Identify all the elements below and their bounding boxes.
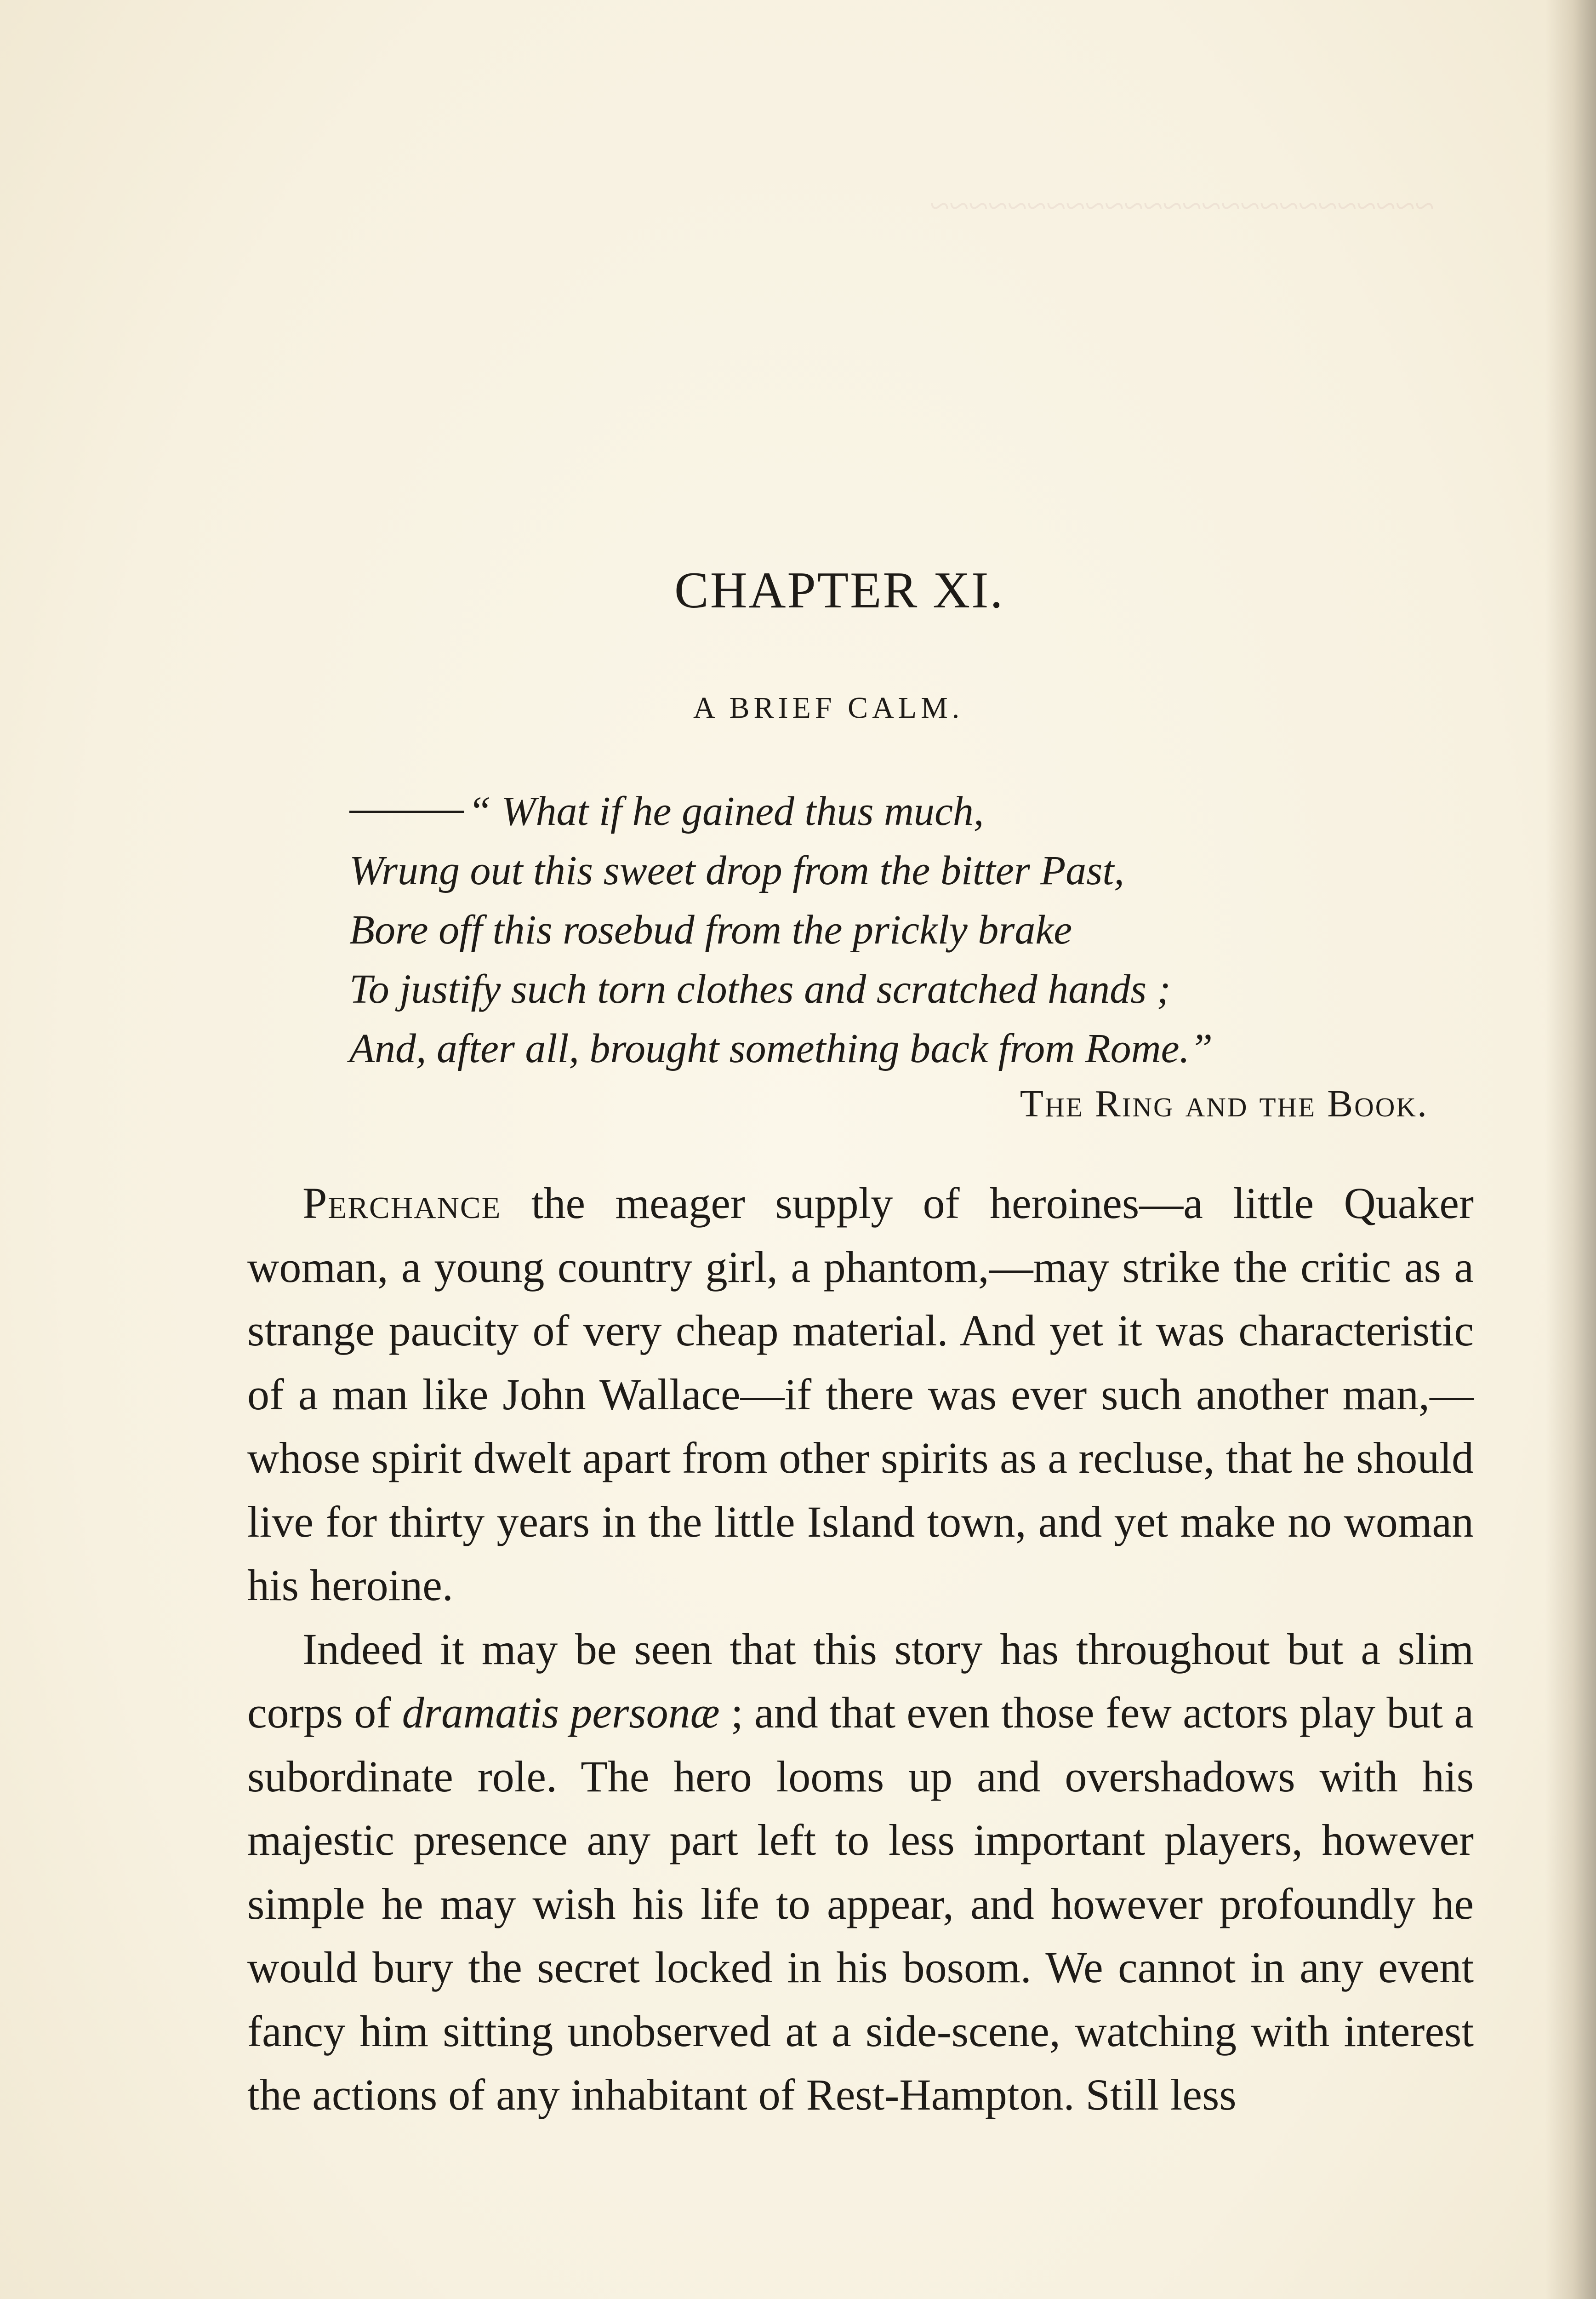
epigraph-line: And, after all, brought something back from Rome.” xyxy=(349,1026,1213,1071)
epigraph-line: To justify such torn clothes and scratched hands ; xyxy=(349,966,1171,1012)
paragraph-text: the meager supply of heroines—a little Quaker woman, a young country girl, a phantom,—may strike the critic as a strange paucity of very cheap material. And yet it was characteristic of a man like John Wallace—if there was ever such another man,—whose spirit dwelt apart from other spirits as a recluse, that he should live for thirty years in the little Island town, and yet make no woman his heroine. xyxy=(247,1178,1474,1610)
page-edge-shadow xyxy=(1545,0,1596,2299)
epigraph-line: Bore off this rosebud from the prickly brake xyxy=(349,907,1072,953)
paragraph-text: ; and that even those few actors play but a subordinate role. The hero looms up and overshadows with his majestic presence any part left to less important players, however simple he may wish his life to appear, and however profoundly he would bury the secret locked in his bosom. We cannot in any event fancy him sitting unobserved at a side-scene, watching with interest the actions of any inhabitant of Rest-Hampton. Still less xyxy=(247,1688,1474,2119)
paragraph-italic-phrase: dramatis personæ xyxy=(402,1688,720,1737)
chapter-subtitle: A BRIEF CALM. xyxy=(693,691,964,725)
chapter-title: CHAPTER XI. xyxy=(674,562,1004,619)
show-through-text: ~~~~~~~~~~~~~~~~~~~~~~~~~~ xyxy=(929,186,1434,226)
body-text xyxy=(247,1172,1474,2127)
paragraph-text: Indeed it may be seen that this story has throughout but a slim corps of xyxy=(247,1624,1474,1737)
paragraph xyxy=(247,1172,1474,1618)
paragraph-lead-word: Perchance xyxy=(302,1178,502,1228)
epigraph-line-text: “ What if he gained thus much, xyxy=(468,789,984,834)
paragraph xyxy=(247,1618,1474,2127)
epigraph-attribution: The Ring and the Book. xyxy=(1020,1082,1428,1125)
epigraph-line: Wrung out this sweet drop from the bitter Past, xyxy=(349,848,1124,893)
epigraph-line xyxy=(349,782,1434,841)
epigraph xyxy=(349,782,1434,1078)
epigraph-dash xyxy=(349,811,464,813)
